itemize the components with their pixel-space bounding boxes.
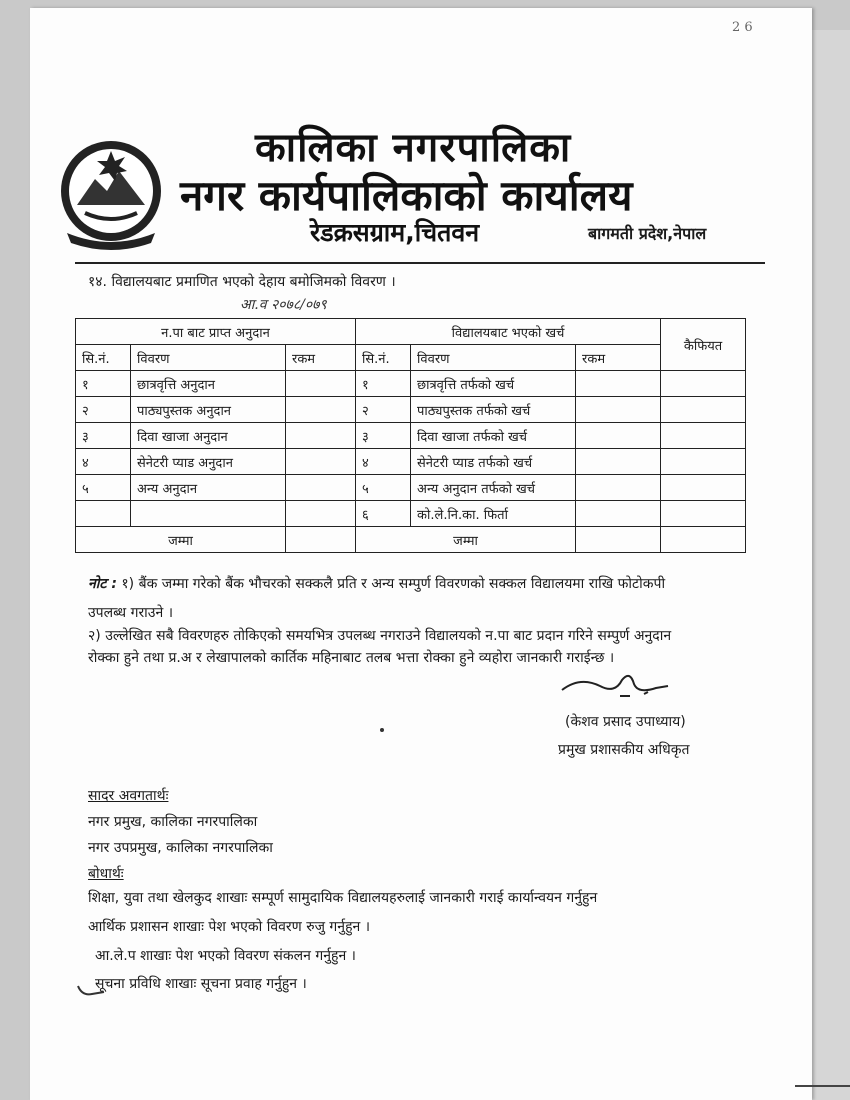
table-row [76,449,746,475]
total-right-amount [576,527,661,553]
left-amount [286,423,356,449]
right-desc: अन्य अनुदान तर्फको खर्च [411,475,576,501]
col-amount-header: रकम [576,345,661,371]
right-desc: को.ले.नि.का. फिर्ता [411,501,576,527]
distribution-item: नगर उपप्रमुख, कालिका नगरपालिका [88,840,273,856]
left-sn: ५ [76,475,131,501]
right-sn: ५ [356,475,411,501]
right-sn: २ [356,397,411,423]
info-item: शिक्षा, युवा तथा खेलकुद शाखाः सम्पूर्ण सामुदायिक विद्यालयहरुलाई जानकारी गराई कार्यान्वयन गर्नुहुन [88,890,598,906]
note-text-1: १) बैंक जम्मा गरेको बैंक भौचरको सक्कलै प्रति र अन्य सम्पुर्ण विवरणको सक्कल विद्यालयमा राखि फोटोकपी [121,576,666,592]
left-desc: पाठ्यपुस्तक अनुदान [131,397,286,423]
left-sn [76,501,131,527]
right-amount [576,371,661,397]
note-line-1b: उपलब्ध गराउने । [88,605,174,621]
right-amount [576,397,661,423]
left-desc: सेनेटरी प्याड अनुदान [131,449,286,475]
table-column-header-row [76,345,746,371]
left-amount [286,501,356,527]
remarks-header: कैफियत [661,319,746,371]
table-row [76,371,746,397]
col-sn-header: सि.नं. [76,345,131,371]
group-header-received: न.पा बाट प्राप्त अनुदान [76,319,356,345]
total-left-label: जम्मा [76,527,286,553]
info-item: आर्थिक प्रशासन शाखाः पेश भएको विवरण रुजु गर्नुहुन । [88,919,371,935]
left-desc: दिवा खाजा अनुदान [131,423,286,449]
col-desc-header: विवरण [411,345,576,371]
info-item: आ.ले.प शाखाः पेश भएको विवरण संकलन गर्नुहुन । [95,948,356,964]
left-desc [131,501,286,527]
signature [560,666,670,702]
right-sn: १ [356,371,411,397]
right-amount [576,449,661,475]
table-row [76,397,746,423]
table-row [76,423,746,449]
province-label: बागमती प्रदेश,नेपाल [588,224,707,243]
municipality-name: कालिका नगरपालिका [255,125,572,171]
right-desc: छात्रवृत्ति तर्फको खर्च [411,371,576,397]
distribution-item: नगर प्रमुख, कालिका नगरपालिका [88,814,258,830]
left-sn: १ [76,371,131,397]
right-sn: ३ [356,423,411,449]
left-desc: अन्य अनुदान [131,475,286,501]
left-sn: ४ [76,449,131,475]
note-line-1 [88,574,665,593]
right-desc: पाठ्यपुस्तक तर्फको खर्च [411,397,576,423]
note-line-2b: रोक्का हुने तथा प्र.अ र लेखापालको कार्तिक महिनाबाट तलब भत्ता रोक्का हुने व्यहोरा जानकारी गराईन्छ । [88,650,615,666]
right-sn: ४ [356,449,411,475]
col-sn-header: सि.नं. [356,345,411,371]
info-heading: बोधार्थः [88,866,124,882]
remarks-cell [661,423,746,449]
office-name: नगर कार्यपालिकाको कार्यालय [180,171,633,220]
left-amount [286,475,356,501]
group-header-expense: विद्यालयबाट भएको खर्च [356,319,661,345]
handwritten-tick-icon [76,978,106,1000]
left-amount [286,371,356,397]
fiscal-year: आ.व २०७८/०७९ [240,297,327,313]
right-desc: सेनेटरी प्याड तर्फको खर्च [411,449,576,475]
right-amount [576,501,661,527]
right-amount [576,475,661,501]
ink-dot [380,728,384,732]
remarks-cell [661,449,746,475]
left-amount [286,397,356,423]
remarks-cell [661,527,746,553]
signatory-name: (केशव प्रसाद उपाध्याय) [565,714,686,730]
distribution-heading: सादर अवगतार्थः [88,788,169,804]
remarks-cell [661,397,746,423]
signatory-title: प्रमुख प्रशासकीय अधिकृत [558,742,690,758]
scanner-edge-line [795,1085,850,1087]
remarks-cell [661,371,746,397]
grant-expense-table [75,318,746,553]
section-heading: १४. विद्यालयबाट प्रमाणित भएको देहाय बमोजिमको विवरण । [88,274,396,290]
info-item: सूचना प्रविधि शाखाः सूचना प्रवाह गर्नुहुन । [95,976,307,992]
note-line-2: २) उल्लेखित सबै विवरणहरु तोकिएको समयभित्र उपलब्ध नगराउने विद्यालयको न.पा बाट प्रदान गरिने सम्पुर्ण अनुदान [88,628,672,644]
left-sn: ३ [76,423,131,449]
page-number: 2 6 [732,20,753,35]
table-row [76,501,746,527]
total-left-amount [286,527,356,553]
col-desc-header: विवरण [131,345,286,371]
right-amount [576,423,661,449]
office-address: रेडक्रसग्राम,चितवन [310,218,480,247]
table-group-header-row [76,319,746,345]
total-right-label: जम्मा [356,527,576,553]
table-row [76,475,746,501]
remarks-cell [661,475,746,501]
left-desc: छात्रवृत्ति अनुदान [131,371,286,397]
nepal-emblem-icon [55,133,167,253]
left-amount [286,449,356,475]
col-amount-header: रकम [286,345,356,371]
left-sn: २ [76,397,131,423]
header-divider [75,262,765,264]
table-total-row [76,527,746,553]
right-sn: ६ [356,501,411,527]
right-desc: दिवा खाजा तर्फको खर्च [411,423,576,449]
note-label: नोट : [88,576,117,592]
scanner-edge [812,30,850,1100]
remarks-cell [661,501,746,527]
